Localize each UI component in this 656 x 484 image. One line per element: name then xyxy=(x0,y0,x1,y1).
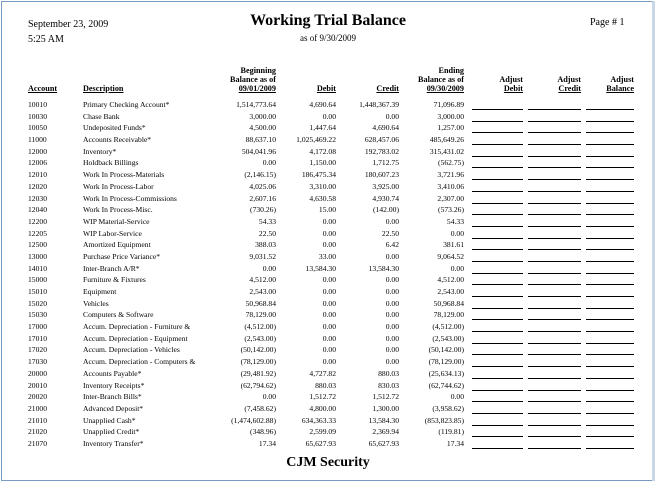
debit-cell: 1,447.64 xyxy=(309,123,336,133)
table-row xyxy=(0,216,656,228)
credit-cell: 13,584.30 xyxy=(368,263,399,273)
col-header-adjust-balance-line2: Balance xyxy=(606,84,634,93)
ending-balance-cell: 3,721.96 xyxy=(437,170,464,180)
description-cell: Work In Process-Labor xyxy=(83,181,154,191)
description-cell: Undeposited Funds* xyxy=(83,123,146,133)
account-cell: 10050 xyxy=(28,123,47,133)
account-cell: 21000 xyxy=(28,403,47,413)
ending-balance-cell: 71,096.89 xyxy=(433,100,464,109)
report-date: September 23, 2009 xyxy=(28,19,109,30)
credit-cell: 13,584.30 xyxy=(368,415,399,425)
credit-cell: 4,930.74 xyxy=(372,193,399,203)
table-row xyxy=(0,333,656,345)
table-row xyxy=(0,99,656,111)
credit-cell: 0.00 xyxy=(385,287,399,296)
col-header-beginning-line1: Beginning xyxy=(240,66,276,75)
table-row xyxy=(0,122,656,134)
ending-balance-cell: (119.81) xyxy=(438,427,464,437)
trial-balance-table xyxy=(0,99,656,450)
description-cell: Holdback Billings xyxy=(83,158,139,168)
beginning-balance-cell: (2,543.00) xyxy=(244,333,276,343)
col-header-adjust-debit-line1: Adjust xyxy=(499,75,523,84)
account-cell: 12205 xyxy=(28,228,47,238)
description-cell: Vehicles xyxy=(83,298,109,308)
beginning-balance-cell: 3,000.00 xyxy=(249,111,276,121)
account-cell: 12500 xyxy=(28,240,47,250)
description-cell: WIP Material-Service xyxy=(83,216,150,226)
beginning-balance-cell: 54.33 xyxy=(258,216,276,226)
credit-cell: 1,300.00 xyxy=(372,403,399,413)
adjust-credit-blank xyxy=(528,448,581,449)
col-header-adjust-credit-line1: Adjust xyxy=(557,75,581,84)
col-header-ending-line3: 09/30/2009 xyxy=(426,84,464,93)
ending-balance-cell: 381.61 xyxy=(443,240,464,250)
ending-balance-cell: (62,744.62) xyxy=(428,380,464,390)
beginning-balance-cell: 4,500.00 xyxy=(249,123,276,133)
debit-cell: 4,800.00 xyxy=(309,403,336,413)
description-cell: Inventory* xyxy=(83,146,117,156)
beginning-balance-cell: (78,129.00) xyxy=(240,357,276,367)
ending-balance-cell: 2,543.00 xyxy=(437,287,464,296)
table-row xyxy=(0,309,656,321)
debit-cell: 0.00 xyxy=(322,287,336,296)
beginning-balance-cell: (2,146.15) xyxy=(244,170,276,180)
table-row xyxy=(0,403,656,415)
description-cell: Chase Bank xyxy=(83,111,120,121)
debit-cell: 186,475.34 xyxy=(301,170,336,180)
beginning-balance-cell: (50,142.00) xyxy=(240,345,276,355)
debit-cell: 0.00 xyxy=(322,345,336,355)
debit-cell: 4,727.82 xyxy=(309,368,336,378)
account-cell: 11000 xyxy=(28,135,47,145)
account-cell: 15000 xyxy=(28,275,47,285)
description-cell: Accum. Depreciation - Equipment xyxy=(83,333,188,343)
debit-cell: 4,690.64 xyxy=(309,100,336,109)
table-row xyxy=(0,274,656,286)
table-row xyxy=(0,263,656,275)
debit-cell: 0.00 xyxy=(322,275,336,285)
beginning-balance-cell: 17.34 xyxy=(258,438,276,448)
col-header-credit: Credit xyxy=(376,84,399,93)
credit-cell: 2,369.94 xyxy=(372,427,399,437)
adjust-balance-blank xyxy=(586,448,634,449)
debit-cell: 0.00 xyxy=(322,322,336,332)
account-cell: 12040 xyxy=(28,205,47,215)
ending-balance-cell: 485,649.26 xyxy=(429,135,464,145)
credit-cell: 65,627.93 xyxy=(368,438,399,448)
credit-cell: 3,925.00 xyxy=(372,181,399,191)
table-row xyxy=(0,169,656,181)
beginning-balance-cell: (1,474,602.88) xyxy=(231,415,276,425)
ending-balance-cell: 315,431.02 xyxy=(429,146,464,156)
description-cell: Accum. Depreciation - Vehicles xyxy=(83,345,180,355)
beginning-balance-cell: 4,512.00 xyxy=(249,275,276,285)
credit-cell: 1,712.75 xyxy=(372,158,399,168)
debit-cell: 3,310.00 xyxy=(309,181,336,191)
credit-cell: 830.03 xyxy=(378,380,399,390)
beginning-balance-cell: (730.26) xyxy=(250,205,276,215)
ending-balance-cell: 3,000.00 xyxy=(437,111,464,121)
account-cell: 10030 xyxy=(28,111,47,121)
table-row xyxy=(0,321,656,333)
table-row xyxy=(0,391,656,403)
beginning-balance-cell: 2,607.16 xyxy=(249,193,276,203)
ending-balance-cell: 54.33 xyxy=(446,216,464,226)
table-row xyxy=(0,298,656,310)
debit-cell: 0.00 xyxy=(322,333,336,343)
description-cell: Unapplied Cash* xyxy=(83,415,136,425)
debit-cell: 0.00 xyxy=(322,357,336,367)
beginning-balance-cell: 78,129.00 xyxy=(245,310,276,320)
ending-balance-cell: (573.26) xyxy=(438,205,464,215)
account-cell: 12000 xyxy=(28,146,47,156)
table-row xyxy=(0,228,656,240)
report-title: Working Trial Balance xyxy=(250,12,406,29)
beginning-balance-cell: 504,041.96 xyxy=(241,146,276,156)
debit-cell: 4,630.58 xyxy=(309,193,336,203)
beginning-balance-cell: 0.00 xyxy=(262,392,276,402)
beginning-balance-cell: (62,794.62) xyxy=(240,380,276,390)
description-cell: Purchase Price Variance* xyxy=(83,251,161,261)
beginning-balance-cell: 1,514,773.64 xyxy=(236,100,276,109)
ending-balance-cell: 17.34 xyxy=(446,438,464,448)
description-cell: Inventory Receipts* xyxy=(83,380,145,390)
debit-cell: 0.00 xyxy=(322,240,336,250)
beginning-balance-cell: 22.50 xyxy=(258,228,276,238)
col-header-adjust-balance xyxy=(586,75,634,93)
debit-cell: 0.00 xyxy=(322,228,336,238)
account-cell: 15010 xyxy=(28,287,47,296)
beginning-balance-cell: (348.96) xyxy=(250,427,276,437)
account-cell: 12010 xyxy=(28,170,47,180)
col-header-ending-line2: Balance as of xyxy=(418,75,464,84)
table-row xyxy=(0,415,656,427)
description-cell: Work In Process-Commissions xyxy=(83,193,177,203)
credit-cell: 4,690.64 xyxy=(372,123,399,133)
description-cell: Equipment xyxy=(83,287,117,296)
col-header-debit: Debit xyxy=(316,84,336,93)
debit-cell: 65,627.93 xyxy=(305,438,336,448)
credit-cell: 0.00 xyxy=(385,216,399,226)
beginning-balance-cell: 88,637.10 xyxy=(245,135,276,145)
beginning-balance-cell: 388.03 xyxy=(255,240,276,250)
debit-cell: 0.00 xyxy=(322,111,336,121)
credit-cell: 180,607.23 xyxy=(364,170,399,180)
ending-balance-cell: 2,307.00 xyxy=(437,193,464,203)
credit-cell: 628,457.06 xyxy=(364,135,399,145)
ending-balance-cell: 4,512.00 xyxy=(437,275,464,285)
description-cell: Furniture & Fixtures xyxy=(83,275,146,285)
debit-cell: 2,599.09 xyxy=(309,427,336,437)
table-row xyxy=(0,111,656,123)
ending-balance-cell: (853,823.85) xyxy=(424,415,464,425)
debit-cell: 1,025,469.22 xyxy=(296,135,336,145)
beginning-balance-cell: 0.00 xyxy=(262,263,276,273)
credit-cell: (142.00) xyxy=(373,205,399,215)
table-row xyxy=(0,204,656,216)
beginning-balance-cell: (4,512.00) xyxy=(244,322,276,332)
description-cell: WIP Labor-Service xyxy=(83,228,142,238)
account-cell: 17010 xyxy=(28,333,47,343)
company-name: CJM Security xyxy=(286,455,370,470)
description-cell: Inter-Branch Bills* xyxy=(83,392,142,402)
table-row xyxy=(0,239,656,251)
credit-cell: 0.00 xyxy=(385,345,399,355)
account-cell: 17030 xyxy=(28,357,47,367)
table-row xyxy=(0,286,656,298)
col-header-beginning-line3: 09/01/2009 xyxy=(238,84,276,93)
description-cell: Accounts Payable* xyxy=(83,368,142,378)
account-cell: 14010 xyxy=(28,263,47,273)
description-cell: Inventory Transfer* xyxy=(83,438,144,448)
debit-cell: 4,172.08 xyxy=(309,146,336,156)
ending-balance-cell: 0.00 xyxy=(450,263,464,273)
table-row xyxy=(0,368,656,380)
ending-balance-cell: 1,257.00 xyxy=(437,123,464,133)
debit-cell: 13,584.30 xyxy=(305,263,336,273)
debit-cell: 1,512.72 xyxy=(309,392,336,402)
ending-balance-cell: 50,968.84 xyxy=(433,298,464,308)
credit-cell: 192,783.02 xyxy=(364,146,399,156)
debit-cell: 0.00 xyxy=(322,310,336,320)
table-row xyxy=(0,157,656,169)
credit-cell: 0.00 xyxy=(385,310,399,320)
ending-balance-cell: (4,512.00) xyxy=(432,322,464,332)
description-cell: Work In Process-Materials xyxy=(83,170,165,180)
table-row xyxy=(0,146,656,158)
description-cell: Work In Process-Misc. xyxy=(83,205,153,215)
beginning-balance-cell: 4,025.06 xyxy=(249,181,276,191)
account-cell: 21020 xyxy=(28,427,47,437)
beginning-balance-cell: (29,481.92) xyxy=(240,368,276,378)
report-subtitle: as of 9/30/2009 xyxy=(300,33,356,43)
beginning-balance-cell: (7,458.62) xyxy=(244,403,276,413)
account-cell: 21070 xyxy=(28,438,47,448)
account-cell: 21010 xyxy=(28,415,47,425)
credit-cell: 1,512.72 xyxy=(372,392,399,402)
ending-balance-cell: (25,634.13) xyxy=(428,368,464,378)
account-cell: 12030 xyxy=(28,193,47,203)
debit-cell: 0.00 xyxy=(322,216,336,226)
description-cell: Accum. Depreciation - Computers & xyxy=(83,357,196,367)
table-row xyxy=(0,356,656,368)
account-cell: 13000 xyxy=(28,251,47,261)
credit-cell: 880.03 xyxy=(378,368,399,378)
ending-balance-cell: 78,129.00 xyxy=(433,310,464,320)
description-cell: Primary Checking Account* xyxy=(83,100,170,109)
debit-cell: 33.00 xyxy=(318,251,336,261)
beginning-balance-cell: 2,543.00 xyxy=(249,287,276,296)
credit-cell: 0.00 xyxy=(385,357,399,367)
col-header-adjust-debit xyxy=(472,75,523,93)
ending-balance-cell: (562.75) xyxy=(438,158,464,168)
col-header-description: Description xyxy=(83,84,124,93)
account-cell: 12006 xyxy=(28,158,47,168)
credit-cell: 0.00 xyxy=(385,111,399,121)
col-header-adjust-debit-line2: Debit xyxy=(503,84,523,93)
credit-cell: 6.42 xyxy=(385,240,399,250)
ending-balance-cell: 0.00 xyxy=(450,228,464,238)
debit-cell: 1,150.00 xyxy=(309,158,336,168)
debit-cell: 0.00 xyxy=(322,298,336,308)
credit-cell: 0.00 xyxy=(385,322,399,332)
account-cell: 10010 xyxy=(28,100,47,109)
ending-balance-cell: (3,958.62) xyxy=(432,403,464,413)
debit-cell: 15.00 xyxy=(318,205,336,215)
col-header-adjust-credit-line2: Credit xyxy=(558,84,581,93)
beginning-balance-cell: 50,968.84 xyxy=(245,298,276,308)
account-cell: 20000 xyxy=(28,368,47,378)
ending-balance-cell: 0.00 xyxy=(450,392,464,402)
ending-balance-cell: (78,129.00) xyxy=(428,357,464,367)
col-header-beginning xyxy=(210,66,276,93)
account-cell: 20020 xyxy=(28,392,47,402)
page-number: Page # 1 xyxy=(590,17,625,28)
credit-cell: 1,448,367.39 xyxy=(359,100,399,109)
table-row xyxy=(0,134,656,146)
col-header-account: Account xyxy=(28,84,58,93)
description-cell: Accum. Depreciation - Furniture & xyxy=(83,322,191,332)
report-time: 5:25 AM xyxy=(28,34,64,45)
col-header-adjust-balance-line1: Adjust xyxy=(610,75,634,84)
ending-balance-cell: 9,064.52 xyxy=(437,251,464,261)
description-cell: Accounts Receivable* xyxy=(83,135,152,145)
account-cell: 15020 xyxy=(28,298,47,308)
ending-balance-cell: 3,410.06 xyxy=(437,181,464,191)
table-row xyxy=(0,193,656,205)
account-cell: 12020 xyxy=(28,181,47,191)
description-cell: Advanced Deposit* xyxy=(83,403,144,413)
account-cell: 17000 xyxy=(28,322,47,332)
credit-cell: 0.00 xyxy=(385,298,399,308)
table-row xyxy=(0,380,656,392)
credit-cell: 22.50 xyxy=(381,228,399,238)
col-header-adjust-credit xyxy=(528,75,581,93)
ending-balance-cell: (2,543.00) xyxy=(432,333,464,343)
debit-cell: 634,363.33 xyxy=(301,415,336,425)
description-cell: Computers & Software xyxy=(83,310,154,320)
description-cell: Amortized Equipment xyxy=(83,240,151,250)
credit-cell: 0.00 xyxy=(385,251,399,261)
col-header-ending xyxy=(400,66,464,93)
description-cell: Inter-Branch A/R* xyxy=(83,263,140,273)
table-row xyxy=(0,181,656,193)
description-cell: Unapplied Credit* xyxy=(83,427,140,437)
table-row xyxy=(0,251,656,263)
debit-cell: 880.03 xyxy=(315,380,336,390)
beginning-balance-cell: 9,031.52 xyxy=(249,251,276,261)
account-cell: 17020 xyxy=(28,345,47,355)
table-row xyxy=(0,344,656,356)
table-row xyxy=(0,426,656,438)
account-cell: 15030 xyxy=(28,310,47,320)
beginning-balance-cell: 0.00 xyxy=(262,158,276,168)
table-row xyxy=(0,438,656,450)
credit-cell: 0.00 xyxy=(385,275,399,285)
account-cell: 20010 xyxy=(28,380,47,390)
account-cell: 12200 xyxy=(28,216,47,226)
credit-cell: 0.00 xyxy=(385,333,399,343)
col-header-beginning-line2: Balance as of xyxy=(230,75,276,84)
col-header-ending-line1: Ending xyxy=(438,66,464,75)
adjust-debit-blank xyxy=(472,448,523,449)
ending-balance-cell: (50,142.00) xyxy=(428,345,464,355)
